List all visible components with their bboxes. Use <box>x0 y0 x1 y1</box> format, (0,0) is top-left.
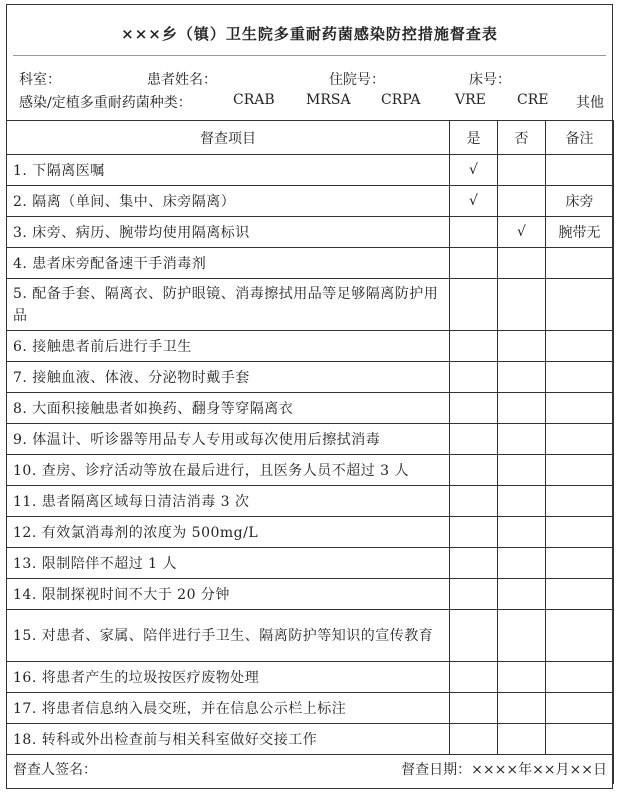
no-cell <box>498 248 546 279</box>
note-cell <box>546 393 614 424</box>
checklist-item: 1. 下隔离医嘱 <box>7 155 450 186</box>
note-cell <box>546 362 614 393</box>
table-row <box>7 548 614 579</box>
checklist-item: 18. 转科或外出检查前与相关科室做好交接工作 <box>7 724 450 755</box>
organism-other: 其他 <box>576 95 604 111</box>
checklist-item: 14. 限制探视时间不大于 20 分钟 <box>7 579 450 610</box>
no-cell <box>498 610 546 662</box>
yes-cell <box>450 455 498 486</box>
signature-row <box>7 755 614 784</box>
checklist-item: 15. 对患者、家属、陪伴进行手卫生、隔离防护等知识的宣传教育 <box>7 610 450 662</box>
yes-cell <box>450 724 498 755</box>
table-row <box>7 517 614 548</box>
yes-cell <box>450 331 498 362</box>
yes-cell: √ <box>450 186 498 217</box>
checklist-item: 12. 有效氯消毒剂的浓度为 500mg/L <box>7 517 450 548</box>
note-cell <box>546 662 614 693</box>
no-cell <box>498 279 546 331</box>
note-cell <box>546 610 614 662</box>
table-row <box>7 393 614 424</box>
table-row <box>7 155 614 186</box>
yes-cell <box>450 662 498 693</box>
inspection-table <box>6 120 614 784</box>
inspection-form <box>6 4 613 789</box>
yes-cell <box>450 579 498 610</box>
note-cell <box>546 155 614 186</box>
admission-no-label: 住院号： <box>329 72 385 88</box>
checklist-item: 13. 限制陪伴不超过 1 人 <box>7 548 450 579</box>
table-row <box>7 279 614 331</box>
no-cell <box>498 579 546 610</box>
note-cell <box>546 548 614 579</box>
no-cell <box>498 155 546 186</box>
yes-cell <box>450 279 498 331</box>
organism-mrsa: MRSA <box>306 92 351 108</box>
no-cell <box>498 362 546 393</box>
table-row <box>7 455 614 486</box>
no-cell <box>498 186 546 217</box>
checklist-item: 7. 接触血液、体液、分泌物时戴手套 <box>7 362 450 393</box>
checklist-item: 6. 接触患者前后进行手卫生 <box>7 331 450 362</box>
header-note: 备注 <box>546 121 614 155</box>
note-cell <box>546 331 614 362</box>
table-row <box>7 486 614 517</box>
note-cell <box>546 579 614 610</box>
checklist-item: 5. 配备手套、隔离衣、防护眼镜、消毒擦拭用品等足够隔离防护用品 <box>7 279 450 331</box>
checklist-item: 3. 床旁、病历、腕带均使用隔离标识 <box>7 217 450 248</box>
no-cell <box>498 486 546 517</box>
organism-vre: VRE <box>455 92 486 108</box>
bed-no-label: 床号： <box>469 72 511 88</box>
no-cell: √ <box>498 217 546 248</box>
note-cell <box>546 424 614 455</box>
note-cell <box>546 248 614 279</box>
table-row <box>7 186 614 217</box>
signature-cell <box>7 755 614 784</box>
checklist-item: 4. 患者床旁配备速干手消毒剂 <box>7 248 450 279</box>
no-cell <box>498 331 546 362</box>
note-cell <box>546 455 614 486</box>
checklist-item: 2. 隔离（单间、集中、床旁隔离） <box>7 186 450 217</box>
no-cell <box>498 662 546 693</box>
checklist-item: 8. 大面积接触患者如换药、翻身等穿隔离衣 <box>7 393 450 424</box>
note-cell <box>546 486 614 517</box>
yes-cell <box>450 217 498 248</box>
header-no: 否 <box>498 121 546 155</box>
checklist-item: 11. 患者隔离区域每日清洁消毒 3 次 <box>7 486 450 517</box>
organism-type-label: 感染/定植多重耐药菌种类： <box>19 95 192 111</box>
title-divider <box>13 55 606 56</box>
table-row <box>7 424 614 455</box>
inspector-signature-label: 督查人签名： <box>13 762 97 779</box>
no-cell <box>498 517 546 548</box>
checklist-item: 17. 将患者信息纳入晨交班，并在信息公示栏上标注 <box>7 693 450 724</box>
table-row <box>7 248 614 279</box>
yes-cell <box>450 693 498 724</box>
yes-cell: √ <box>450 155 498 186</box>
table-header-row <box>7 121 614 155</box>
yes-cell <box>450 610 498 662</box>
table-row <box>7 610 614 662</box>
table-row <box>7 662 614 693</box>
yes-cell <box>450 486 498 517</box>
table-row <box>7 724 614 755</box>
no-cell <box>498 724 546 755</box>
note-cell <box>546 724 614 755</box>
table-row <box>7 217 614 248</box>
table-row <box>7 579 614 610</box>
organism-cre: CRE <box>517 92 549 108</box>
yes-cell <box>450 424 498 455</box>
yes-cell <box>450 248 498 279</box>
patient-name-label: 患者姓名： <box>147 72 217 88</box>
yes-cell <box>450 548 498 579</box>
note-cell: 床旁 <box>546 186 614 217</box>
yes-cell <box>450 362 498 393</box>
note-cell <box>546 693 614 724</box>
note-cell <box>546 279 614 331</box>
header-yes: 是 <box>450 121 498 155</box>
table-row <box>7 362 614 393</box>
no-cell <box>498 424 546 455</box>
organism-crpa: CRPA <box>381 92 421 108</box>
checklist-item: 9. 体温计、听诊器等用品专人专用或每次使用后擦拭消毒 <box>7 424 450 455</box>
note-cell <box>546 517 614 548</box>
inspection-date: 督查日期：××××年××月××日 <box>401 762 607 779</box>
department-label: 科室： <box>19 72 61 88</box>
no-cell <box>498 393 546 424</box>
no-cell <box>498 455 546 486</box>
table-row <box>7 693 614 724</box>
no-cell <box>498 548 546 579</box>
table-row <box>7 331 614 362</box>
yes-cell <box>450 517 498 548</box>
organism-crab: CRAB <box>233 92 275 108</box>
checklist-item: 10. 查房、诊疗活动等放在最后进行，且医务人员不超过 3 人 <box>7 455 450 486</box>
checklist-item: 16. 将患者产生的垃圾按医疗废物处理 <box>7 662 450 693</box>
yes-cell <box>450 393 498 424</box>
form-title: ×××乡（镇）卫生院多重耐药菌感染防控措施督查表 <box>121 25 498 43</box>
header-item: 督查项目 <box>7 121 450 155</box>
note-cell: 腕带无 <box>546 217 614 248</box>
no-cell <box>498 693 546 724</box>
